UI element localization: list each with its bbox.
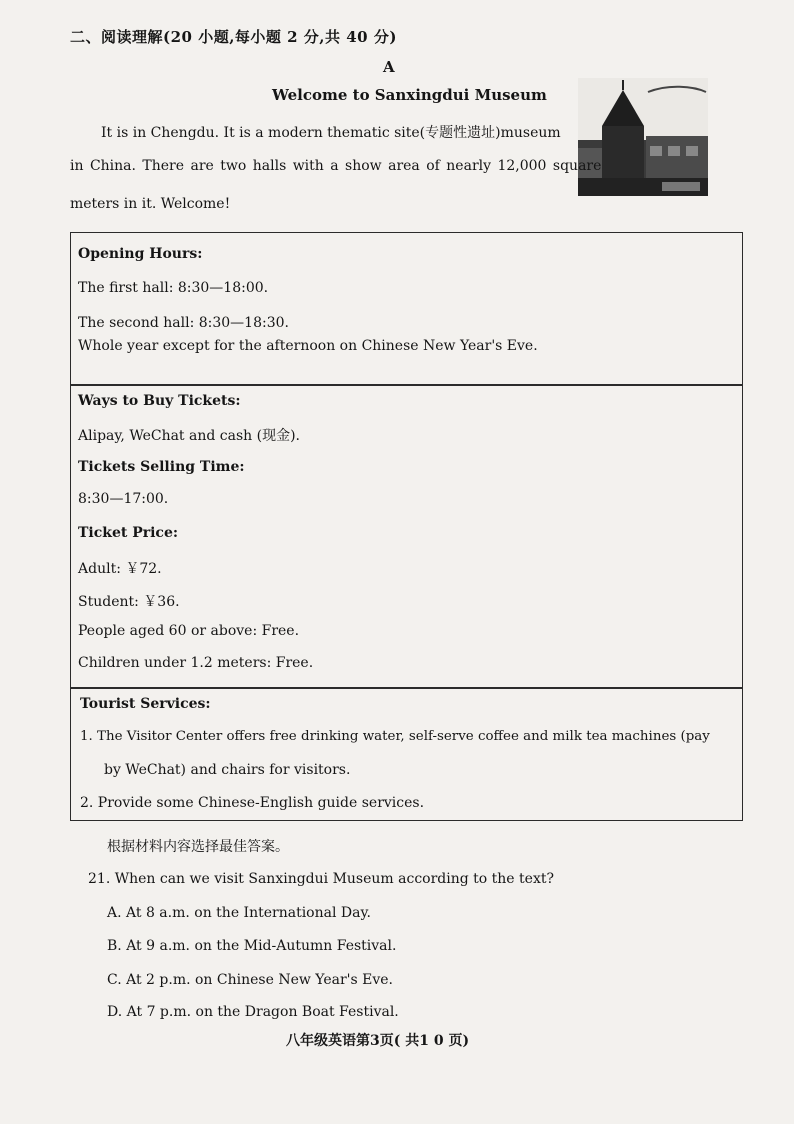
option-b: B. At 9 a.m. on the Mid-Autumn Festival.: [107, 938, 397, 954]
intro-line-3: meters in it. Welcome!: [70, 196, 231, 212]
selling-time: 8:30—17:00.: [78, 491, 169, 507]
ticket-price-label: Ticket Price:: [78, 525, 179, 541]
opening-note: Whole year except for the afternoon on Chinese New Year's Eve.: [78, 338, 538, 354]
museum-photo: [578, 78, 708, 196]
intro-line-2: in China. There are two halls with a show area of nearly 12,000 square: [70, 158, 602, 174]
passage-title: Welcome to Sanxingdui Museum: [272, 86, 547, 104]
adult-price: Adult: ￥72.: [78, 561, 162, 577]
selling-time-label: Tickets Selling Time:: [78, 459, 245, 475]
first-hall-hours: The first hall: 8:30—18:00.: [78, 280, 269, 296]
part-letter: A: [383, 58, 395, 76]
opening-hours-label: Opening Hours:: [78, 246, 203, 262]
option-c: C. At 2 p.m. on Chinese New Year's Eve.: [107, 972, 393, 988]
service-item-1-line-1: 1. The Visitor Center offers free drinking water, self-serve coffee and milk tea machines (pay: [80, 729, 710, 744]
service-item-2: 2. Provide some Chinese-English guide services.: [80, 795, 425, 811]
ways-to-buy: Alipay, WeChat and cash (现金).: [78, 428, 300, 444]
option-d: D. At 7 p.m. on the Dragon Boat Festival.: [107, 1004, 399, 1020]
option-a: A. At 8 a.m. on the International Day.: [107, 905, 371, 921]
instruction: 根据材料内容选择最佳答案。: [107, 839, 289, 855]
tourist-services-label: Tourist Services:: [80, 696, 211, 712]
senior-price: People aged 60 or above: Free.: [78, 623, 300, 639]
student-price: Student: ￥36.: [78, 594, 180, 610]
children-price: Children under 1.2 meters: Free.: [78, 655, 314, 671]
service-item-1-line-2: by WeChat) and chairs for visitors.: [104, 762, 351, 778]
section-header: 二、阅读理解(20 小题,每小题 2 分,共 40 分): [70, 28, 397, 46]
intro-line-1: It is in Chengdu. It is a modern thematic site(专题性遗址)museum: [101, 125, 561, 141]
page-footer: 八年级英语第3页( 共1 0 页): [286, 1033, 470, 1049]
question-stem: 21. When can we visit Sanxingdui Museum according to the text?: [88, 871, 554, 887]
ways-to-buy-label: Ways to Buy Tickets:: [78, 393, 241, 409]
second-hall-hours: The second hall: 8:30—18:30.: [78, 315, 289, 331]
